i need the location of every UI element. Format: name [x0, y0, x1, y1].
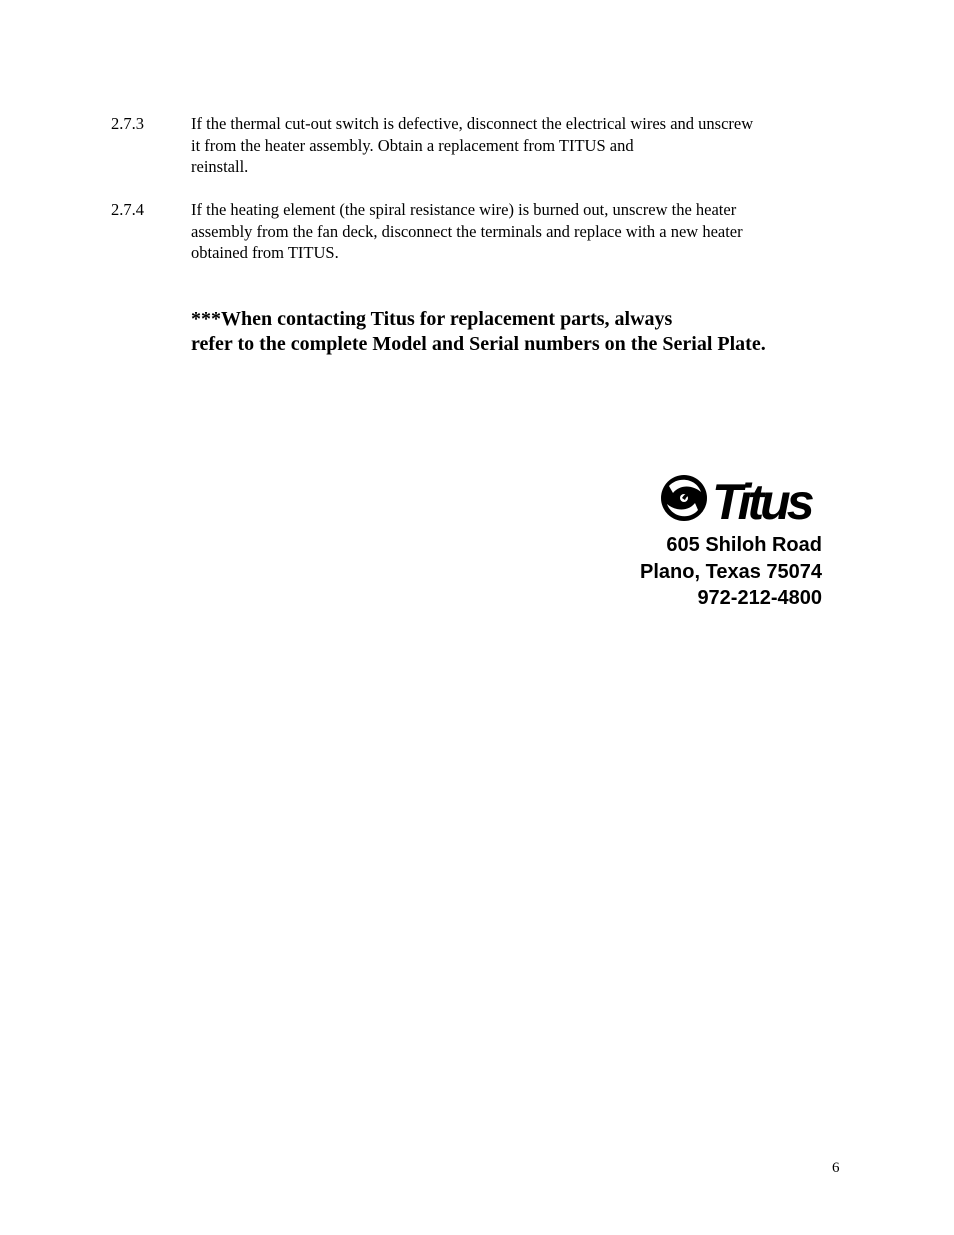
- section-text: [191, 199, 851, 264]
- address-street: 605 Shiloh Road: [666, 534, 822, 556]
- section-text: [191, 113, 851, 178]
- titus-logo: [660, 472, 824, 524]
- company-address: [640, 532, 822, 612]
- logo-wordmark: Titus: [712, 474, 811, 524]
- section-2-7-3: [111, 113, 851, 178]
- address-phone: 972-212-4800: [697, 587, 822, 609]
- page-number: 6: [832, 1160, 840, 1176]
- text-line: reinstall.: [191, 157, 249, 176]
- notice-line: refer to the complete Model and Serial numbers on the Serial Plate.: [191, 333, 766, 355]
- text-line: If the heating element (the spiral resistance wire) is burned out, unscrew the heater: [191, 200, 737, 219]
- titus-swirl-icon: [660, 472, 824, 524]
- address-city: Plano, Texas 75074: [640, 560, 822, 583]
- notice-line: ***When contacting Titus for replacement parts, always: [191, 308, 673, 330]
- section-number: 2.7.3: [111, 114, 144, 133]
- text-line: assembly from the fan deck, disconnect the terminals and replace with a new heater: [191, 221, 743, 241]
- text-line: it from the heater assembly. Obtain a replacement from TITUS and: [191, 135, 634, 155]
- replacement-parts-notice: [191, 307, 766, 357]
- section-number: 2.7.4: [111, 200, 144, 219]
- section-2-7-4: [111, 199, 851, 264]
- text-line: obtained from TITUS.: [191, 243, 339, 262]
- text-line: If the thermal cut-out switch is defective, disconnect the electrical wires and unscrew: [191, 114, 754, 133]
